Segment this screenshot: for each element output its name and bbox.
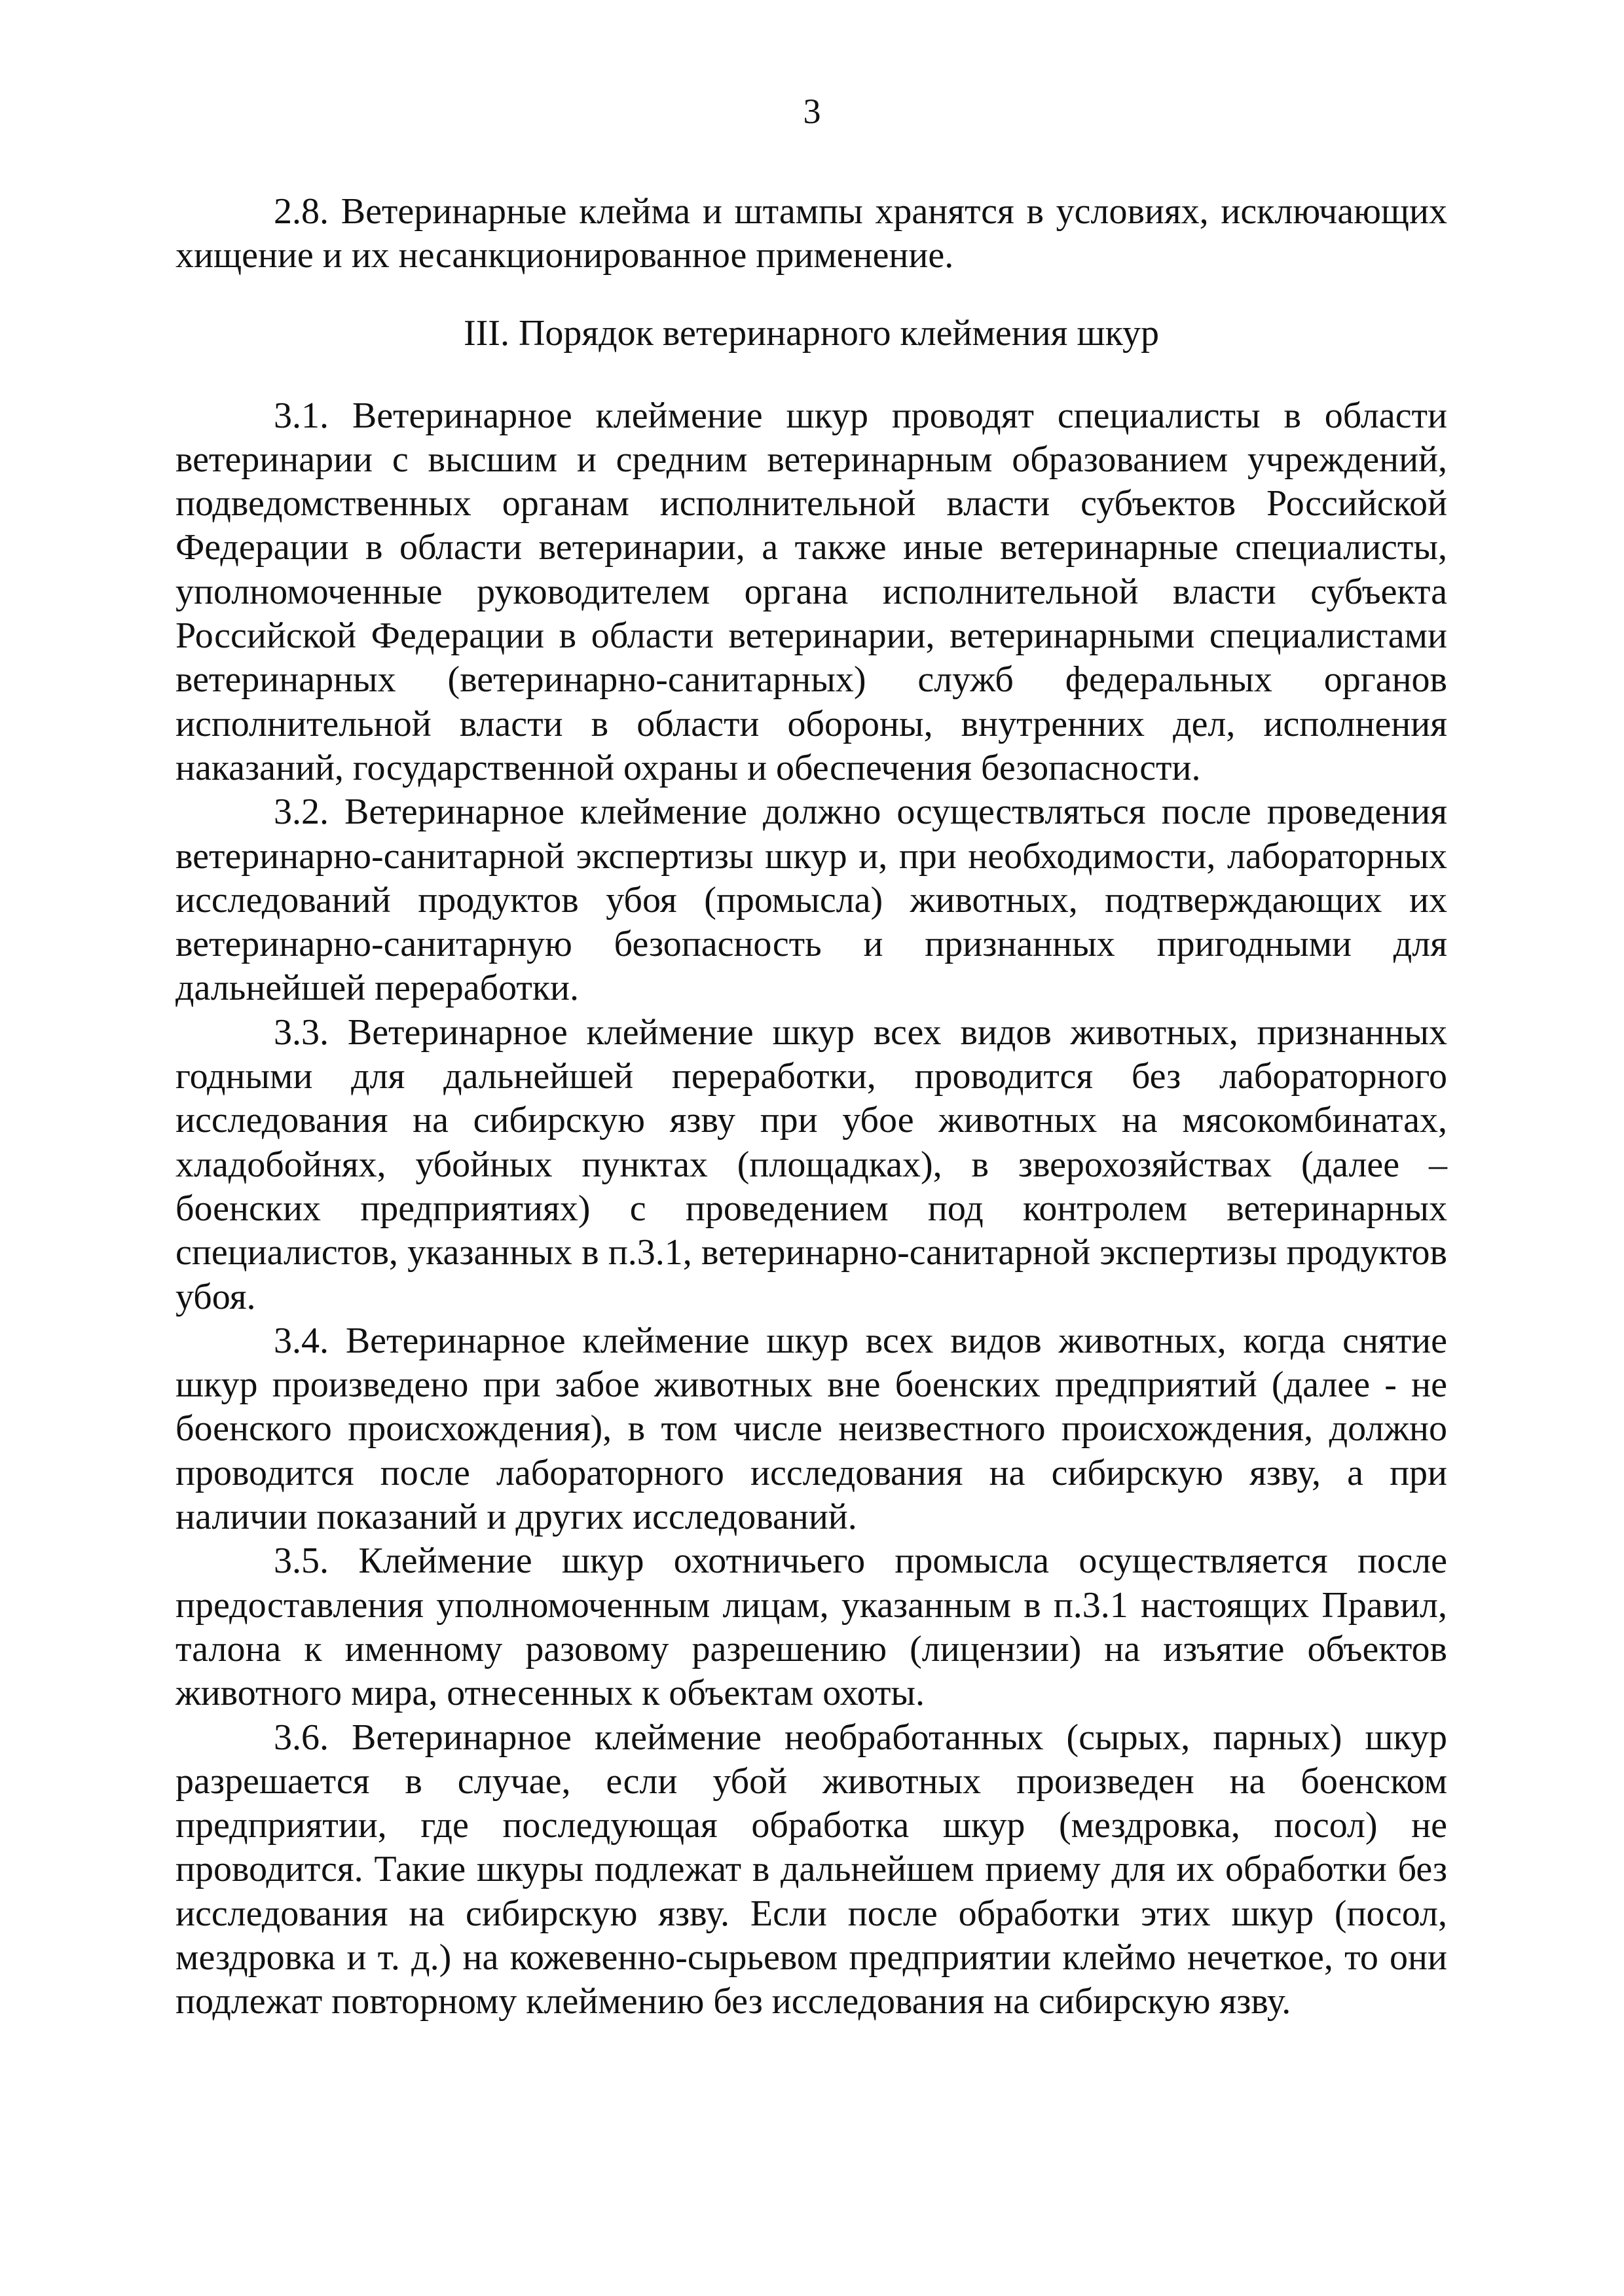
section-heading: III. Порядок ветеринарного клеймения шкур (464, 312, 1159, 354)
paragraph-3-2: 3.2. Ветеринарное клеймение должно осуществляться после проведения ветеринарно-санитарной экспертизы шкур и, при необходимости, лабораторных исследований продуктов убоя (промысла) животных, подтверждающих их ветеринарно-санитарную безопасность и признанных пригодными для дальнейшей переработки. (175, 792, 1447, 1009)
document-body (175, 190, 1447, 2024)
paragraph-3-6: 3.6. Ветеринарное клеймение необработанных (сырых, парных) шкур разрешается в случае, если убой животных произведен на боенском предприятии, где последующая обработка шкур (мездровка, посол) не проводится. Такие шкуры подлежат в дальнейшем приему для их обработки без исследования на сибирскую язву. Если после обработки этих шкур (посол, мездровка и т. д.) на кожевенно-сырьевом предприятии клеймо нечеткое, то они подлежат повторному клеймению без исследования на сибирскую язву. (175, 1717, 1447, 2022)
paragraph-3-5: 3.5. Клеймение шкур охотничьего промысла осуществляется после предоставления уполномоченным лицам, указанным в п.3.1 настоящих Правил, талона к именному разовому разрешению (лицензии) на изъятие объектов животного мира, отнесенных к объектам охоты. (175, 1540, 1447, 1714)
paragraph-3-4: 3.4. Ветеринарное клеймение шкур всех видов животных, когда снятие шкур произведено при забое животных вне боенских предприятий (далее - не боенского происхождения), в том числе неизвестного происхождения, должно проводится после лабораторного исследования на сибирскую язву, а при наличии показаний и других исследований. (175, 1320, 1447, 1538)
paragraph-3-3: 3.3. Ветеринарное клеймение шкур всех видов животных, признанных годными для дальнейшей переработки, проводится без лабораторного исследования на сибирскую язву при убое животных на мясокомбинатах, хладобойнях, убойных пунктах (площадках), в зверохозяйствах (далее – боенских предприятиях) с проведением под контролем ветеринарных специалистов, указанных в п.3.1, ветеринарно-санитарной экспертизы продуктов убоя. (175, 1011, 1447, 1317)
paragraph-3-1: 3.1. Ветеринарное клеймение шкур проводят специалисты в области ветеринарии с высшим и средним ветеринарным образованием учреждений, подведомственных органам исполнительной власти субъектов Российской Федерации в области ветеринарии, а также иные ветеринарные специалисты, уполномоченные руководителем органа исполнительной власти субъекта Российской Федерации в области ветеринарии, ветеринарными специалистами ветеринарных (ветеринарно-санитарных) служб федеральных органов исполнительной власти в области обороны, внутренних дел, исполнения наказаний, государственной охраны и обеспечения безопасности. (175, 395, 1447, 788)
page-number: 3 (803, 92, 821, 131)
paragraph-2-8: 2.8. Ветеринарные клейма и штампы хранятся в условиях, исключающих хищение и их несанкционированное применение. (175, 191, 1447, 276)
